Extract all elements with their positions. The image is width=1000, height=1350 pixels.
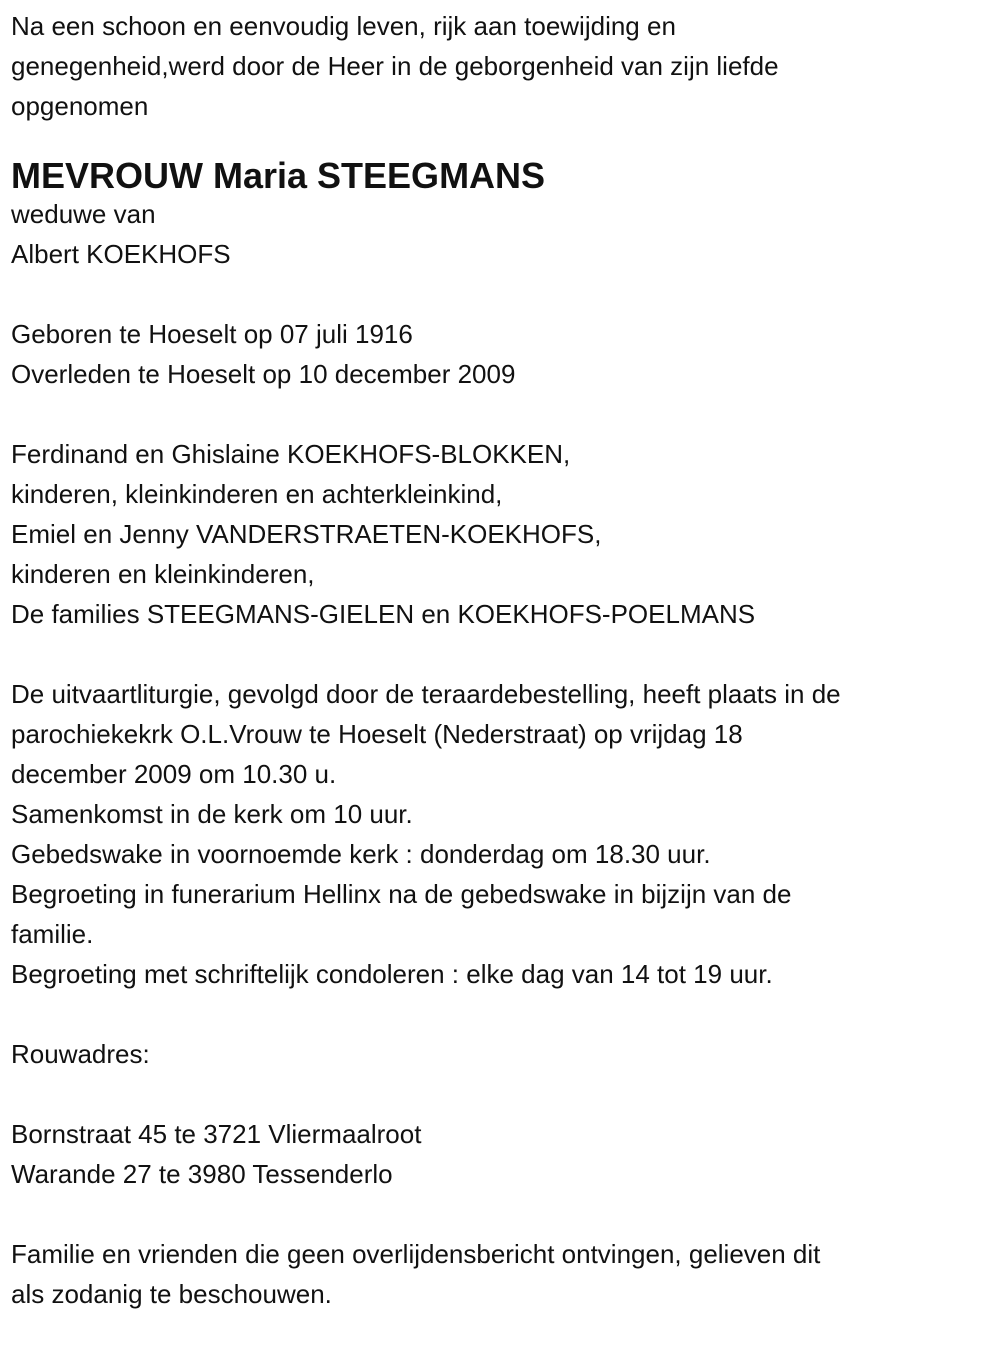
address-line: Warande 27 te 3980 Tessenderlo xyxy=(11,1159,393,1189)
text-line: familie. xyxy=(11,919,94,949)
intro-paragraph xyxy=(11,6,1000,126)
address-line: Bornstraat 45 te 3721 Vliermaalroot xyxy=(11,1119,422,1149)
text-line: parochiekekrk O.L.Vrouw te Hoeselt (Nederstraat) op vrijdag 18 xyxy=(11,719,743,749)
text-line: Familie en vrienden die geen overlijdensbericht ontvingen, gelieven dit xyxy=(11,1239,821,1269)
text-line: kinderen, kleinkinderen en achterkleinkind, xyxy=(11,479,503,509)
closing-paragraph xyxy=(11,1234,1000,1314)
address-paragraph xyxy=(11,1114,1000,1194)
dates-paragraph xyxy=(11,314,1000,394)
family-paragraph xyxy=(11,434,1000,634)
text-line: De uitvaartliturgie, gevolgd door de teraardebestelling, heeft plaats in de xyxy=(11,679,841,709)
text-line: genegenheid,werd door de Heer in de geborgenheid van zijn liefde xyxy=(11,51,779,81)
text-line: Gebedswake in voornoemde kerk : donderdag om 18.30 uur. xyxy=(11,839,711,869)
text-line: Begroeting met schriftelijk condoleren : elke dag van 14 tot 19 uur. xyxy=(11,959,773,989)
text-line: Na een schoon en eenvoudig leven, rijk aan toewijding en xyxy=(11,11,676,41)
text-line: Begroeting in funerarium Hellinx na de gebedswake in bijzijn van de xyxy=(11,879,792,909)
text-line: Emiel en Jenny VANDERSTRAETEN-KOEKHOFS, xyxy=(11,519,602,549)
obituary-document xyxy=(11,6,1000,1314)
text-line: Albert KOEKHOFS xyxy=(11,239,231,269)
text-line: december 2009 om 10.30 u. xyxy=(11,759,337,789)
text-line: kinderen en kleinkinderen, xyxy=(11,559,315,589)
text-line: De families STEEGMANS-GIELEN en KOEKHOFS-POELMANS xyxy=(11,599,756,629)
text-line: Ferdinand en Ghislaine KOEKHOFS-BLOKKEN, xyxy=(11,439,571,469)
text-line: opgenomen xyxy=(11,91,149,121)
spouse-paragraph xyxy=(11,194,1000,274)
death-line: Overleden te Hoeselt op 10 december 2009 xyxy=(11,359,516,389)
address-label: Rouwadres: xyxy=(11,1039,150,1069)
ceremony-paragraph xyxy=(11,674,1000,994)
deceased-name: MEVROUW Maria STEEGMANS xyxy=(11,155,546,196)
text-line: Samenkomst in de kerk om 10 uur. xyxy=(11,799,413,829)
text-line: weduwe van xyxy=(11,199,156,229)
birth-line: Geboren te Hoeselt op 07 juli 1916 xyxy=(11,319,413,349)
text-line: als zodanig te beschouwen. xyxy=(11,1279,332,1309)
